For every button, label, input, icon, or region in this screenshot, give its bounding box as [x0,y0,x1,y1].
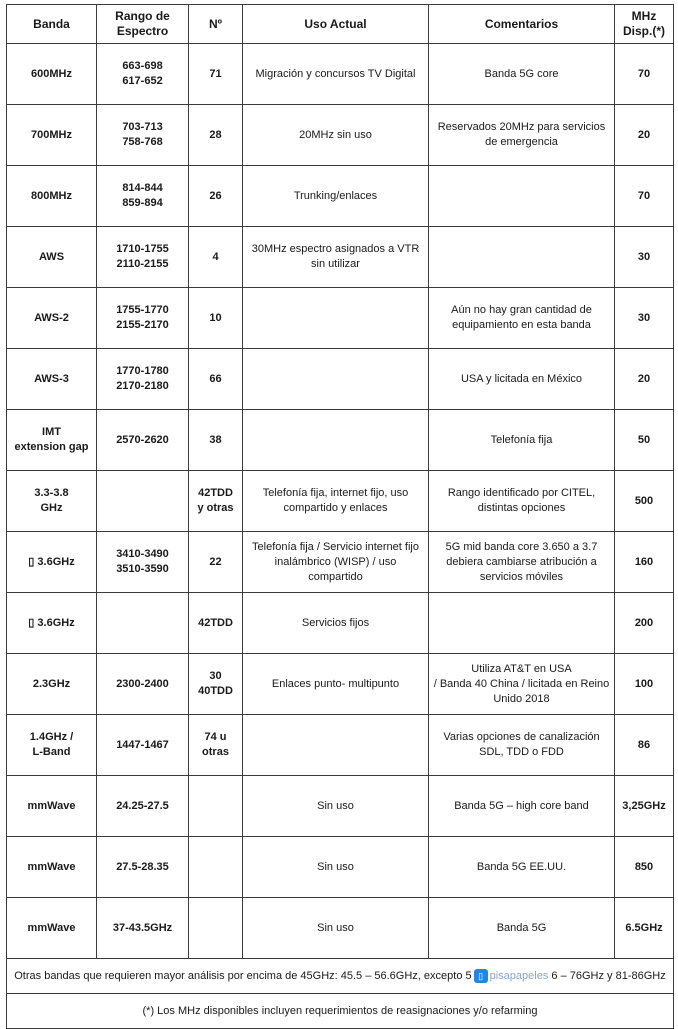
table-row [7,166,674,227]
table-row [7,654,674,715]
cell-mhz: 20 [615,349,674,410]
footer-row-nota [7,994,674,1029]
cell-comentarios: Varias opciones de canalización SDL, TDD o FDD [429,715,615,776]
cell-banda: 600MHz [7,44,97,105]
table-row [7,471,674,532]
table-row [7,593,674,654]
cell-mhz: 20 [615,105,674,166]
cell-comentarios: Telefonía fija [429,410,615,471]
table-row [7,288,674,349]
cell-num [189,776,243,837]
cell-uso: Telefonía fija / Servicio internet fijo inalámbrico (WISP) / uso compartido [243,532,429,593]
watermark-text: pisapapeles [489,969,549,982]
cell-banda: AWS-3 [7,349,97,410]
cell-comentarios: Rango identificado por CITEL, distintas opciones [429,471,615,532]
header-rango: Rango de Espectro [97,5,189,44]
cell-rango: 2570-2620 [97,410,189,471]
header-uso: Uso Actual [243,5,429,44]
cell-num: 22 [189,532,243,593]
cell-rango: 27.5-28.35 [97,837,189,898]
cell-uso: Sin uso [243,837,429,898]
table-row [7,44,674,105]
cell-rango: 24.25-27.5 [97,776,189,837]
cell-rango: 703-713 758-768 [97,105,189,166]
cell-rango: 1710-1755 2110-2155 [97,227,189,288]
cell-comentarios: Utiliza AT&T en USA / Banda 40 China / licitada en Reino Unido 2018 [429,654,615,715]
cell-num [189,898,243,959]
cell-mhz: 200 [615,593,674,654]
cell-rango: 3410-3490 3510-3590 [97,532,189,593]
cell-uso: Telefonía fija, internet fijo, uso compartido y enlaces [243,471,429,532]
otras-pre-text: Otras bandas que requieren mayor análisis por encima de 45GHz: 45.5 – 56.6GHz, excepto 5 [14,969,472,982]
cell-mhz: 6.5GHz [615,898,674,959]
cell-rango: 1755-1770 2155-2170 [97,288,189,349]
cell-comentarios: USA y licitada en México [429,349,615,410]
spectrum-table [6,4,674,1029]
cell-comentarios: Banda 5G [429,898,615,959]
cell-mhz: 70 [615,44,674,105]
cell-rango: 814-844 859-894 [97,166,189,227]
cell-rango: 1770-1780 2170-2180 [97,349,189,410]
cell-comentarios [429,227,615,288]
cell-uso: Sin uso [243,898,429,959]
table-row [7,776,674,837]
cell-mhz: 86 [615,715,674,776]
table-row [7,715,674,776]
cell-uso: Trunking/enlaces [243,166,429,227]
cell-rango [97,471,189,532]
table-row [7,898,674,959]
cell-mhz: 160 [615,532,674,593]
cell-mhz: 30 [615,227,674,288]
header-comentarios: Comentarios [429,5,615,44]
cell-num: 66 [189,349,243,410]
table-row [7,227,674,288]
cell-banda: ▯ 3.6GHz [7,532,97,593]
footer-row-otras [7,959,674,994]
phone-logo-icon: ▯ [474,969,488,983]
cell-banda: AWS [7,227,97,288]
cell-comentarios [429,166,615,227]
header-row [7,5,674,44]
table-row [7,837,674,898]
cell-banda: AWS-2 [7,288,97,349]
cell-comentarios [429,593,615,654]
cell-banda: 2.3GHz [7,654,97,715]
cell-mhz: 70 [615,166,674,227]
cell-num: 4 [189,227,243,288]
cell-uso: Servicios fijos [243,593,429,654]
cell-rango [97,593,189,654]
cell-banda: mmWave [7,837,97,898]
cell-num: 26 [189,166,243,227]
cell-banda: mmWave [7,776,97,837]
cell-num: 38 [189,410,243,471]
cell-uso [243,410,429,471]
header-num: Nº [189,5,243,44]
cell-mhz: 30 [615,288,674,349]
cell-mhz: 50 [615,410,674,471]
cell-uso: 30MHz espectro asignados a VTR sin utilizar [243,227,429,288]
cell-uso: Migración y concursos TV Digital [243,44,429,105]
otras-post-text: 6 – 76GHz y 81-86GHz [551,969,666,982]
cell-uso: Sin uso [243,776,429,837]
cell-banda: 800MHz [7,166,97,227]
cell-banda: 700MHz [7,105,97,166]
otras-bandas-note [7,959,674,994]
header-banda: Banda [7,5,97,44]
cell-rango: 2300-2400 [97,654,189,715]
cell-num: 42TDD y otras [189,471,243,532]
cell-num: 30 40TDD [189,654,243,715]
table-row [7,349,674,410]
cell-num: 71 [189,44,243,105]
cell-uso [243,349,429,410]
header-mhz: MHz Disp.(*) [615,5,674,44]
cell-num: 28 [189,105,243,166]
cell-uso: 20MHz sin uso [243,105,429,166]
table-row [7,410,674,471]
cell-mhz: 850 [615,837,674,898]
cell-uso [243,715,429,776]
cell-mhz: 500 [615,471,674,532]
cell-mhz: 3,25GHz [615,776,674,837]
cell-comentarios: Aún no hay gran cantidad de equipamiento en esta banda [429,288,615,349]
cell-comentarios: 5G mid banda core 3.650 a 3.7 debiera cambiarse atribución a servicios móviles [429,532,615,593]
cell-comentarios: Banda 5G core [429,44,615,105]
cell-rango: 37-43.5GHz [97,898,189,959]
cell-comentarios: Reservados 20MHz para servicios de emergencia [429,105,615,166]
cell-banda: mmWave [7,898,97,959]
table-row [7,532,674,593]
cell-num: 74 u otras [189,715,243,776]
cell-mhz: 100 [615,654,674,715]
table-row [7,105,674,166]
cell-rango: 663-698 617-652 [97,44,189,105]
cell-rango: 1447-1467 [97,715,189,776]
cell-num: 42TDD [189,593,243,654]
cell-num: 10 [189,288,243,349]
cell-uso [243,288,429,349]
cell-banda: IMT extension gap [7,410,97,471]
cell-comentarios: Banda 5G EE.UU. [429,837,615,898]
cell-uso: Enlaces punto- multipunto [243,654,429,715]
cell-banda: ▯ 3.6GHz [7,593,97,654]
cell-comentarios: Banda 5G – high core band [429,776,615,837]
cell-num [189,837,243,898]
cell-banda: 1.4GHz / L-Band [7,715,97,776]
cell-banda: 3.3-3.8 GHz [7,471,97,532]
mhz-footnote: (*) Los MHz disponibles incluyen requerimientos de reasignaciones y/o refarming [7,994,674,1029]
